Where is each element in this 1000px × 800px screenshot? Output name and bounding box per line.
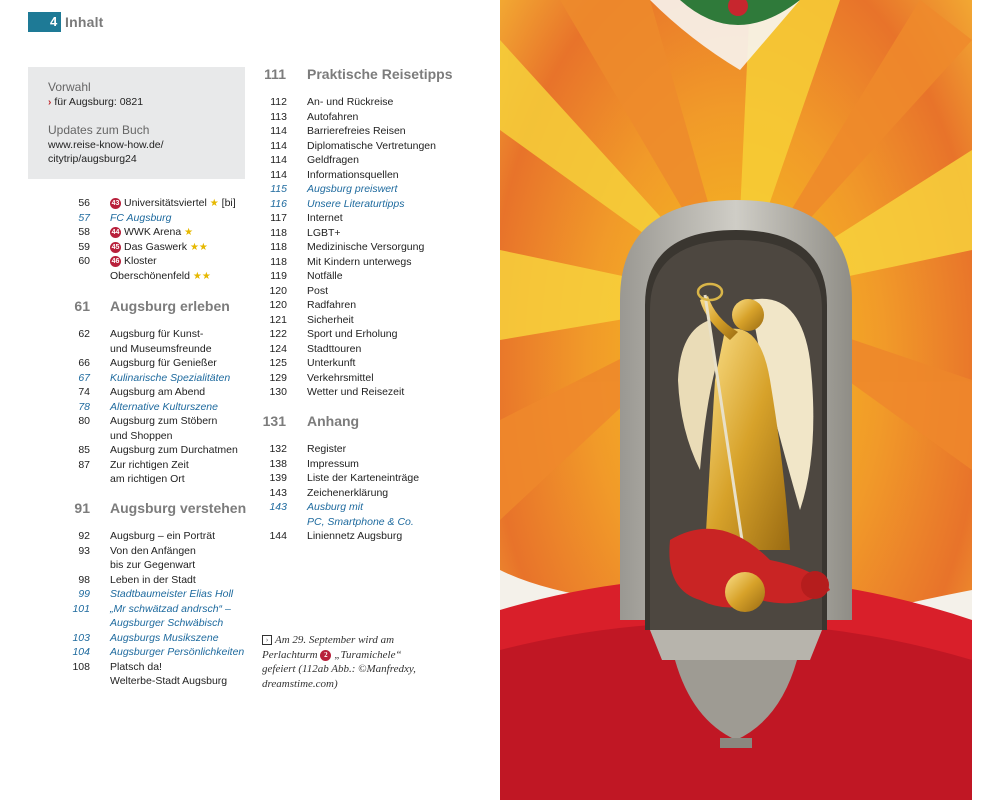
toc-entry-page: 119 <box>270 270 287 282</box>
toc-entry-text: Alternative Kulturszene <box>110 400 218 413</box>
caption-icon: › <box>262 635 272 645</box>
toc-entry-text: Unsere Literaturtipps <box>307 197 405 210</box>
toc-page: 4 Inhalt Vorwahl › für Augsburg: 0821 Updates zum Buch www.reise-know-how.de/ citytrip/augsburg24 56 43 Universitätsviertel ★ [bi] 57 FC Augsburg 58 44 WWK Arena ★ 59 45 Das Gaswerk ★★ 60 46 Kloster Oberschönenfeld ★★ 61 Augsburg erleben 62 Augsburg für Kunst- und Museumsfreunde 66 Augsburg für Genießer 67 Kulinarische Spezialitäten 74 Augsburg am Abend 78 Alternative Kulturszene 80 Augsburg zum Stöbern und Shoppen 85 Augsburg zum Durchatmen 87 Zur richtigen Zeit am richtigen Ort 91 Augsburg verstehen 92 Augsburg – ein Porträt 93 Von den Anfängen bis zur Gegenwart 98 Leben in der Stadt 99 Stadtbaumeister Elias Holl 101 „Mr schwätzad andrsch“ – Augsburger Schwäbisch 103 Augsburgs Musikszene 104 Augsburger Persönlichkeiten 108 Platsch da! Welterbe-Stadt Augsburg 111 Praktische Reisetipps 112 An- und Rückreise 113 Autofahren 114 Barrierefreies Reisen 114 Diplomatische Vertretungen 114 Geldfragen 114 Informationsquellen 115 Augsburg preiswert 116 Unsere Literaturtipps 117 Internet 118 LGBT+ 118 Medizinische Versorgung 118 Mit Kindern unterwegs 119 Notfälle 120 Post 120 Radfahren 121 Sicherheit 122 Sport und Erholung 124 Stadttouren 125 Unterkunft 129 Verkehrsmittel 130 Wetter und Reisezeit 131 Anhang 132 Register 138 Impressum 139 Liste der Karteneinträge 143 Zeichenerklärung 143 Ausburg mit PC, Smartphone & Co. 144 Liniennetz Augsburg › Am 29. September wird am Perlachturm 2 „Turamichele“ gefeiert (112ab Abb.: ©Manfredxy, dreamstime.com) <box>0 0 500 800</box>
toc-entry-text: Stadttouren <box>307 342 362 355</box>
right-margin <box>972 0 1000 800</box>
toc-entry-text: Platsch da! <box>110 660 162 673</box>
updates-title: Updates zum Buch <box>48 123 150 137</box>
toc-entry-text: bis zur Gegenwart <box>110 559 196 571</box>
toc-entry-text: Liniennetz Augsburg <box>307 530 403 542</box>
toc-entry-page: 112 <box>270 96 287 108</box>
map-number-badge: 46 <box>111 258 120 265</box>
toc-entry-page: 129 <box>269 371 287 384</box>
toc-entry-page: 66 <box>78 357 90 369</box>
toc-entry-text: 43 Universitätsviertel ★ [bi] <box>111 197 236 209</box>
toc-entry-text: Sport und Erholung <box>307 328 398 340</box>
toc-entry-text: 44 WWK Arena ★ <box>111 226 194 238</box>
toc-entry-page: 118 <box>270 241 287 253</box>
toc-entry-page: 58 <box>78 226 90 238</box>
toc-entry-page: 121 <box>269 313 287 326</box>
toc-entry-text: Zur richtigen Zeit <box>110 458 189 471</box>
toc-entry-text: Impressum <box>307 457 359 470</box>
toc-entry-text: Augsburg – ein Porträt <box>110 530 216 542</box>
angel-statue-photo <box>500 0 972 800</box>
toc-entry-text: Leben in der Stadt <box>110 573 196 586</box>
vorwahl-line: › für Augsburg: 0821 <box>48 96 144 108</box>
toc-entry-text: Augsburg zum Durchatmen <box>110 444 238 456</box>
toc-entry-page: 98 <box>78 573 90 586</box>
toc-entry-text: Kulinarische Spezialitäten <box>110 371 231 384</box>
toc-entry-text: Augsburg zum Stöbern <box>110 415 218 427</box>
toc-entry-page: 56 <box>78 197 90 209</box>
toc-entry-text: und Shoppen <box>110 429 173 442</box>
toc-entry-page: 92 <box>78 530 90 542</box>
toc-entry-text: Augsburger Schwäbisch <box>110 617 224 629</box>
photo-illustration <box>500 0 972 800</box>
toc-entry-page: 80 <box>78 415 90 427</box>
toc-entry-text: „Mr schwätzad andrsch“ – <box>110 602 231 615</box>
toc-entry-text: und Museumsfreunde <box>110 342 212 355</box>
toc-entry-page: 118 <box>270 255 287 268</box>
toc-entry-text: Stadtbaumeister Elias Holl <box>110 588 234 600</box>
toc-entry-text: Liste der Karteneinträge <box>307 472 420 484</box>
photo-caption: › Am 29. September wird am Perlachturm 2 „Turamichele“ gefeiert (112ab Abb.: ©Manfredxy, dreamstime.com) <box>262 634 416 690</box>
toc-entry-page: 101 <box>72 602 90 615</box>
arrow-icon: › <box>48 97 52 108</box>
toc-entry-text: Augsburg am Abend <box>110 386 206 398</box>
toc-entry-text: An- und Rückreise <box>307 96 394 108</box>
toc-entry-page: 57 <box>78 211 90 224</box>
map-badge: 2 <box>320 650 331 661</box>
star-rating-icon: ★★ <box>189 241 208 253</box>
updates-url-1[interactable]: www.reise-know-how.de/ <box>48 139 164 151</box>
toc-entry-text: Notfälle <box>307 270 343 282</box>
toc-entry-text: Radfahren <box>307 299 357 311</box>
toc-entry-text: Zeichenerklärung <box>307 486 389 499</box>
toc-entry-text: Diplomatische Vertretungen <box>307 139 436 152</box>
toc-entry-page: 115 <box>270 183 287 195</box>
toc-entry-page: 143 <box>269 486 287 499</box>
toc-entry-page: 120 <box>269 299 287 311</box>
toc-entry-text: Wetter und Reisezeit <box>307 386 405 398</box>
updates-url-2[interactable]: citytrip/augsburg24 <box>48 153 137 165</box>
toc-entry-page: 132 <box>269 443 287 455</box>
toc-entry-text: Medizinische Versorgung <box>307 241 425 253</box>
toc-entry-page: 60 <box>78 255 90 267</box>
toc-entry-page: 130 <box>269 386 287 398</box>
toc-entry-text: Augsburger Persönlichkeiten <box>110 646 245 658</box>
toc-entry-page: 113 <box>270 110 287 123</box>
toc-entry-page: 93 <box>78 544 90 557</box>
toc-entry-text: Register <box>307 443 347 455</box>
toc-entry-page: 114 <box>270 154 287 166</box>
toc-entry-page: 139 <box>269 472 287 484</box>
toc-entry-page: 143 <box>269 501 287 513</box>
map-number-badge: 43 <box>111 200 120 207</box>
toc-entry-text: LGBT+ <box>307 226 341 239</box>
toc-entry-text: Internet <box>307 212 343 224</box>
toc-entry-page: 104 <box>72 646 90 658</box>
toc-entry-text: 46 Kloster <box>111 255 157 267</box>
toc-entry-page: 118 <box>270 226 287 239</box>
toc-entry-text: Welterbe-Stadt Augsburg <box>110 675 228 687</box>
page-title: Inhalt <box>65 14 104 30</box>
toc-entry-text: Verkehrsmittel <box>307 371 374 384</box>
toc-entry-text: Mit Kindern unterwegs <box>307 255 412 268</box>
toc-entry-text: am richtigen Ort <box>110 473 185 485</box>
toc-entry-page: 108 <box>72 660 90 673</box>
star-rating-icon: ★ <box>209 198 219 209</box>
toc-entry-text: Post <box>307 284 329 297</box>
toc-entry-text: Autofahren <box>307 110 359 123</box>
toc-entry-page: 124 <box>269 342 287 355</box>
toc-entry-text: FC Augsburg <box>110 211 172 224</box>
toc-entry-page: 122 <box>269 328 287 340</box>
toc-entry-text: 45 Das Gaswerk ★★ <box>111 240 208 253</box>
toc-entry-text: PC, Smartphone & Co. <box>307 515 414 528</box>
toc-entry-text: Augsburg für Kunst- <box>110 328 204 340</box>
toc-entry-text: Sicherheit <box>307 313 354 326</box>
toc-entry-text: Augsburgs Musikszene <box>110 631 219 644</box>
toc-entry-page: 85 <box>78 444 90 456</box>
toc-entry-page: 144 <box>269 530 287 542</box>
toc-entry-page: 114 <box>270 168 287 181</box>
toc-entry-page: 120 <box>269 284 287 297</box>
map-number-badge: 45 <box>111 243 120 251</box>
toc-entry-page: 117 <box>270 212 287 224</box>
toc-entry-page: 116 <box>270 197 287 210</box>
toc-entry-text: Informationsquellen <box>307 168 399 181</box>
vorwahl-title: Vorwahl <box>48 80 91 94</box>
toc-entry-text: Unterkunft <box>307 357 356 369</box>
star-rating-icon: ★★ <box>192 270 211 282</box>
toc-entry-page: 67 <box>78 371 90 384</box>
toc-entry-text: Von den Anfängen <box>110 544 196 557</box>
toc-entry-page: 74 <box>78 386 90 398</box>
toc-entry-page: 87 <box>78 458 90 471</box>
page-number: 4 <box>50 14 58 29</box>
toc-entry-page: 78 <box>78 400 90 413</box>
map-number-badge: 44 <box>111 229 120 236</box>
toc-entry-page: 138 <box>269 457 287 470</box>
toc-entry-page: 62 <box>78 328 90 340</box>
toc-entry-page: 99 <box>78 588 90 600</box>
toc-entry-text: Augsburg für Genießer <box>110 357 217 369</box>
toc-entry-text: Ausburg mit <box>307 501 364 513</box>
toc-entry-page: 114 <box>270 125 287 137</box>
toc-entry-text: Augsburg preiswert <box>307 183 398 195</box>
toc-entry-text: Geldfragen <box>307 154 359 166</box>
star-rating-icon: ★ <box>184 227 194 238</box>
toc-entry-text: Barrierefreies Reisen <box>307 125 406 137</box>
toc-entry-page: 103 <box>72 631 90 644</box>
toc-entry-page: 125 <box>269 357 287 369</box>
toc-entry-text: Oberschönenfeld ★★ <box>110 269 211 282</box>
toc-entry-page: 114 <box>270 139 287 152</box>
toc-entry-page: 59 <box>78 240 90 253</box>
